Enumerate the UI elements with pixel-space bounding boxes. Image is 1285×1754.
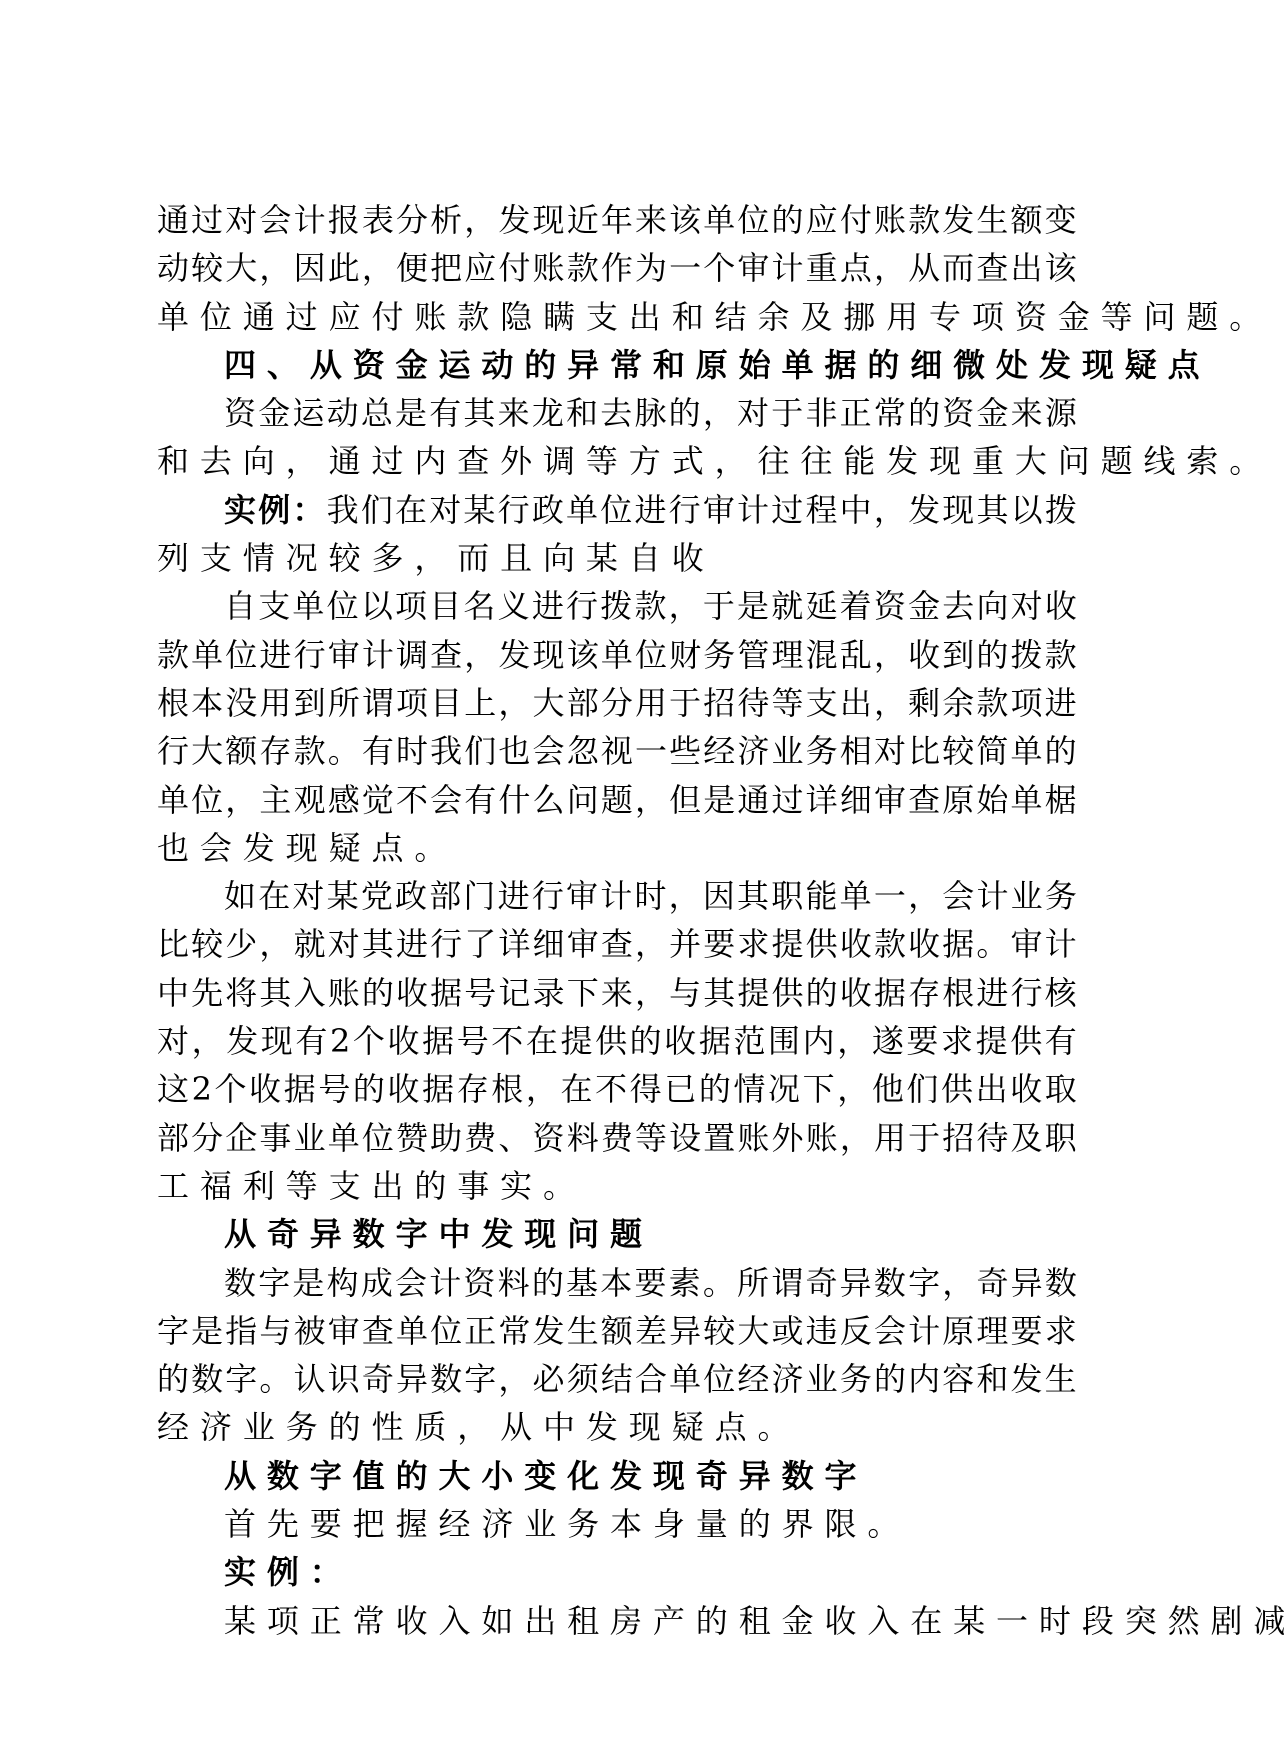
paragraph-party-department-audit-line-1: 如 在 对 某 党 政 部 门 进 行 审 计 时 ， 因 其 职 能 单 一 ， 会 计 业 务 <box>224 877 1077 916</box>
paragraph-example-administrative-unit-line-1: 实 例 ： 我 们 在 对 某 行 政 单 位 进 行 审 计 过 程 中 ， 发 现 其 以 拨 <box>224 490 1077 529</box>
paragraph-business-boundary <box>157 1500 1077 1548</box>
heading-section-four <box>157 341 1200 389</box>
paragraph-party-department-audit-line-2: 比 较 少 ， 就 对 其 进 行 了 详 细 审 查 ， 并 要 求 提 供 收 款 收 据 。 审 计 <box>157 925 1077 964</box>
paragraph-party-department-audit-line-7: 工 福 利 等 支 出 的 事 实 。 <box>157 1166 576 1205</box>
paragraph-fund-movement-line-1: 资 金 运 动 总 是 有 其 来 龙 和 去 脉 的 ， 对 于 非 正 常 的 资 金 来 源 <box>224 394 1077 433</box>
paragraph-strange-numbers-definition-line-2: 字 是 指 与 被 审 查 单 位 正 常 发 生 额 差 异 较 大 或 违 反 会 计 原 理 要 求 <box>157 1311 1077 1350</box>
paragraph-strange-numbers-definition <box>157 1259 1077 1452</box>
paragraph-self-funded-unit-line-4: 行 大 额 存 款 。 有 时 我 们 也 会 忽 视 一 些 经 济 业 务 相 对 比 较 简 单 的 <box>157 732 1077 771</box>
paragraph-example-administrative-unit <box>157 486 1077 583</box>
paragraph-business-boundary-line-1: 首 先 要 把 握 经 济 业 务 本 身 量 的 界 限 。 <box>224 1505 900 1544</box>
paragraph-example-administrative-unit-line-2: 列 支 情 况 较 多 ， 而 且 向 某 自 收 <box>157 539 704 578</box>
paragraph-accounting-analysis <box>157 196 1262 341</box>
paragraph-accounting-analysis-line-1: 通 过 对 会 计 报 表 分 析 ， 发 现 近 年 来 该 单 位 的 应 付 账 款 发 生 额 变 <box>157 201 1077 239</box>
label-example-line-1: 实 例 ： <box>224 1553 342 1592</box>
paragraph-self-funded-unit-line-3: 根 本 没 用 到 所 谓 项 目 上 ， 大 部 分 用 于 招 待 等 支 出 ， 剩 余 款 项 进 <box>157 683 1077 722</box>
paragraph-strange-numbers-definition-line-1: 数 字 是 构 成 会 计 资 料 的 基 本 要 素 。 所 谓 奇 异 数 字 ， 奇 异 数 <box>224 1263 1077 1302</box>
paragraph-self-funded-unit-line-2: 款 单 位 进 行 审 计 调 查 ， 发 现 该 单 位 财 务 管 理 混 乱 ， 收 到 的 拨 款 <box>157 635 1077 674</box>
paragraph-party-department-audit-line-6: 部 分 企 事 业 单 位 赞 助 费 、 资 料 费 等 设 置 账 外 账 ， 用 于 招 待 及 职 <box>157 1118 1077 1157</box>
heading-value-changes <box>157 1452 1077 1500</box>
heading-value-changes-line-1: 从 数 字 值 的 大 小 变 化 发 现 奇 异 数 字 <box>224 1456 857 1495</box>
heading-strange-numbers <box>157 1210 1077 1258</box>
paragraph-party-department-audit-line-5: 这 2 个 收 据 号 的 收 据 存 根 ， 在 不 得 已 的 情 况 下 ， 他 们 供 出 收 取 <box>157 1070 1077 1109</box>
paragraph-party-department-audit-line-4: 对 ， 发 现 有 2 个 收 据 号 不 在 提 供 的 收 据 范 围 内 ， 遂 要 求 提 供 有 <box>157 1022 1077 1061</box>
paragraph-self-funded-unit-line-6: 也 会 发 现 疑 点 。 <box>157 828 447 867</box>
paragraph-self-funded-unit-line-5: 单 位 ， 主 观 感 觉 不 会 有 什 么 问 题 ， 但 是 通 过 详 细 审 查 原 始 单 椐 <box>157 780 1077 819</box>
paragraph-self-funded-unit-line-1: 自 支 单 位 以 项 目 名 义 进 行 拨 款 ， 于 是 就 延 着 资 金 去 向 对 收 <box>224 587 1077 626</box>
paragraph-party-department-audit-line-3: 中 先 将 其 入 账 的 收 据 号 记 录 下 来 ， 与 其 提 供 的 收 据 存 根 进 行 核 <box>157 973 1077 1012</box>
heading-section-four-line-1: 四 、 从 资 金 运 动 的 异 常 和 原 始 单 据 的 细 微 处 发 现 疑 点 <box>224 345 1200 384</box>
paragraph-strange-numbers-definition-line-4: 经 济 业 务 的 性 质 ， 从 中 发 现 疑 点 。 <box>157 1408 790 1447</box>
document-body <box>157 196 1285 1645</box>
paragraph-fund-movement-line-2: 和 去 向 ， 通 过 内 查 外 调 等 方 式 ， 往 往 能 发 现 重 大 问 题 线 索 。 <box>157 442 1262 481</box>
paragraph-accounting-analysis-line-3: 单 位 通 过 应 付 账 款 隐 瞒 支 出 和 结 余 及 挪 用 专 项 资 金 等 问 题 。 <box>157 297 1262 336</box>
paragraph-rental-income <box>157 1597 1285 1645</box>
paragraph-party-department-audit <box>157 872 1077 1210</box>
label-example <box>157 1548 1077 1596</box>
paragraph-fund-movement <box>157 389 1262 486</box>
paragraph-self-funded-unit <box>157 582 1077 872</box>
heading-strange-numbers-line-1: 从 奇 异 数 字 中 发 现 问 题 <box>224 1215 643 1254</box>
paragraph-accounting-analysis-line-2: 动 较 大 ， 因 此 ， 便 把 应 付 账 款 作 为 一 个 审 计 重 点 ， 从 而 查 出 该 <box>157 249 1077 288</box>
paragraph-rental-income-line-1: 某 项 正 常 收 入 如 出 租 房 产 的 租 金 收 入 在 某 一 时 段 突 然 剧 减 <box>224 1601 1285 1640</box>
paragraph-strange-numbers-definition-line-3: 的 数 字 。 认 识 奇 异 数 字 ， 必 须 结 合 单 位 经 济 业 务 的 内 容 和 发 生 <box>157 1360 1077 1399</box>
